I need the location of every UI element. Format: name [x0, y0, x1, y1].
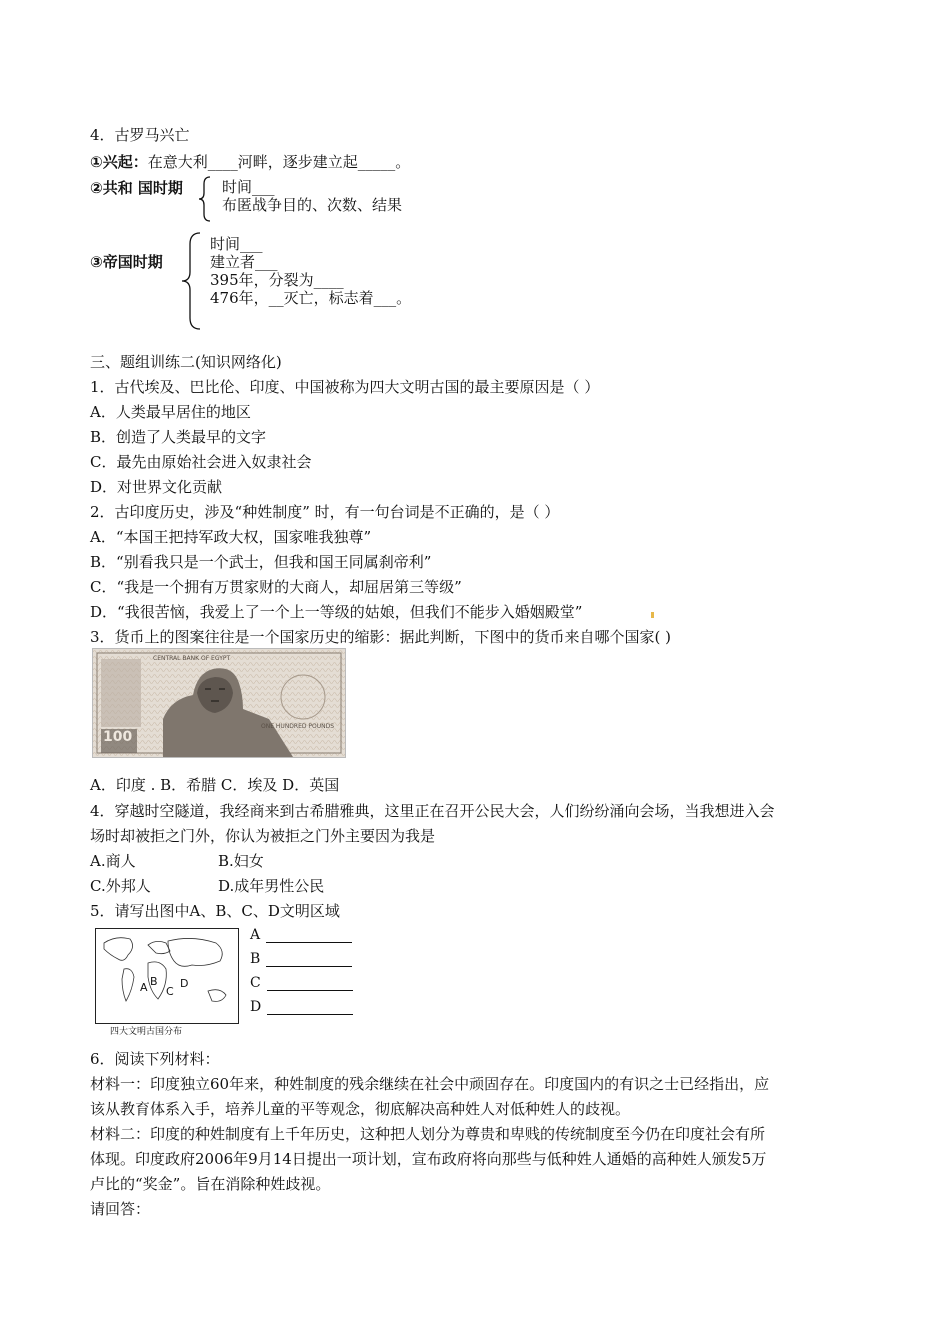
material-two-line: 卢比的“奖金”。旨在消除种姓歧视。 [90, 1175, 331, 1193]
answer-blank[interactable] [266, 952, 352, 967]
q1-option: C．最先由原始社会进入奴隶社会 [90, 453, 312, 471]
banknote-denomination: ONE HUNDRED POUNDS [261, 723, 335, 730]
blank-row-b [250, 951, 352, 967]
republic-item: 时间___ [222, 178, 275, 196]
rise-label: ①兴起： [90, 153, 148, 171]
q2-option: B．“别看我只是一个武士，但我和国王同属刹帝利” [90, 553, 432, 571]
q2-option: A．“本国王把持军政大权，国家唯我独尊” [90, 528, 372, 546]
republic-brace-icon [198, 176, 212, 222]
blank-label: A [250, 927, 261, 943]
material-two-line: 体现。印度政府2006年9月14日提出一项计划，宣布政府将向那些与低种姓人通婚的高种姓人颁发5万 [90, 1150, 767, 1168]
blank-row-d [250, 999, 353, 1015]
map-letter-a: A [140, 981, 148, 994]
answer-blank[interactable] [267, 976, 353, 991]
blank-row-a [250, 927, 352, 943]
blank-label: C [250, 975, 261, 991]
map-letter-b: B [150, 975, 158, 988]
empire-item: 476年，__灭亡，标志着___。 [210, 289, 412, 307]
empire-label: ③帝国时期 [90, 253, 163, 271]
answer-blank[interactable] [267, 1000, 353, 1015]
q4-option-d: D.成年男性公民 [218, 877, 325, 895]
material-one-line: 该从教育体系入手，培养儿童的平等观念，彻底解决高种姓人对低种姓人的歧视。 [90, 1100, 631, 1118]
q2-option: D．“我很苦恼，我爱上了一个上一等级的姑娘，但我们不能步入婚姻殿堂” [90, 603, 583, 621]
blank-label: B [250, 951, 261, 967]
q2-option: C．“我是一个拥有万贯家财的大商人，却屈居第三等级” [90, 578, 462, 596]
banknote-bank-name: CENTRAL BANK OF EGYPT [153, 655, 231, 662]
blank-label: D [250, 999, 262, 1015]
q1-option: D．对世界文化贡献 [90, 478, 223, 496]
banknote-number: 100 [103, 729, 133, 745]
q5-stem: 5．请写出图中A、B、C、D文明区域 [90, 902, 340, 920]
empire-item: 395年，分裂为____ [210, 271, 344, 289]
material-one-line: 材料一：印度独立60年来，种姓制度的残余继续在社会中顽固存在。印度国内的有识之士已经指出，应 [90, 1075, 770, 1093]
rome-rise [90, 152, 410, 172]
section-title: 三、题组训练二(知识网络化) [90, 353, 282, 371]
q4-option-b: B.妇女 [218, 852, 264, 870]
q3-stem: 3．货币上的图案往往是一个国家历史的缩影：据此判断，下图中的货币来自哪个国家( ) [90, 628, 672, 646]
q1-option: A．人类最早居住的地区 [90, 403, 251, 421]
q1-stem: 1．古代埃及、巴比伦、印度、中国被称为四大文明古国的最主要原因是（ ） [90, 378, 600, 396]
world-map [95, 928, 239, 1024]
material-two-line: 材料二：印度的种姓制度有上千年历史，这种把人划分为尊贵和卑贱的传统制度至今仍在印度社会有所 [90, 1125, 766, 1143]
map-letter-d: D [180, 977, 189, 990]
blank-row-c [250, 975, 353, 991]
republic-item: 布匿战争目的、次数、结果 [222, 196, 403, 214]
banknote-image [92, 648, 346, 758]
empire-brace-icon [180, 232, 202, 330]
republic-label: ②共和 国时期 [90, 179, 183, 197]
q4-option-a: A.商人 [90, 852, 136, 870]
marker-dot [651, 612, 654, 618]
q2-stem: 2．古印度历史，涉及“种姓制度” 时，有一句台词是不正确的，是（ ） [90, 503, 560, 521]
world-map-illustration [96, 929, 238, 1023]
rome-heading: 4．古罗马兴亡 [90, 126, 190, 144]
q4-stem-line: 4．穿越时空隧道，我经商来到古希腊雅典，这里正在召开公民大会，人们纷纷涌向会场，当我想进入会 [90, 802, 775, 820]
q1-option: B．创造了人类最早的文字 [90, 428, 267, 446]
q6-ask: 请回答： [90, 1200, 151, 1218]
empire-item: 建立者___ [210, 253, 278, 271]
q4-stem-line: 场时却被拒之门外，你认为被拒之门外主要因为我是 [90, 827, 436, 845]
map-letter-c: C [166, 985, 174, 998]
q3-options: A．印度 . B．希腊 C．埃及 D．英国 [90, 776, 340, 794]
empire-item: 时间___ [210, 235, 263, 253]
rise-text: 在意大利____河畔，逐步建立起_____。 [147, 153, 411, 171]
answer-blank[interactable] [266, 928, 352, 943]
map-caption: 四大文明古国分布 [110, 1027, 183, 1037]
q4-option-c: C.外邦人 [90, 877, 151, 895]
q6-stem: 6．阅读下列材料： [90, 1050, 220, 1068]
